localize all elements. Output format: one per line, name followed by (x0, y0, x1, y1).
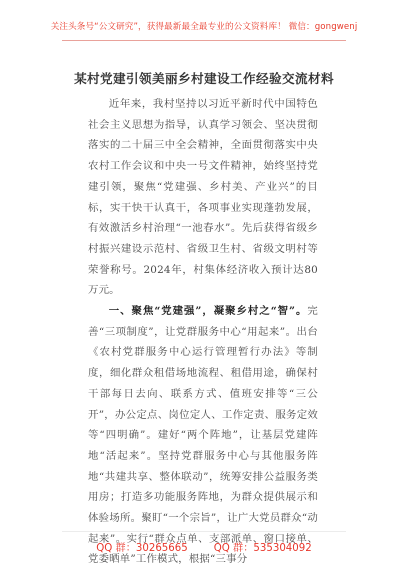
footer-divider (62, 531, 346, 532)
section-1-heading: 一、聚焦“党建强”，凝聚乡村之“智”。 (108, 305, 308, 318)
footer-contacts (0, 539, 408, 554)
qq-group-2: QQ 群：535304092 (213, 543, 312, 554)
header-banner: 关注头条号“公文研究”，获得最新最全最专业的公文资料库！ 微信：gongwenj (50, 22, 358, 32)
section-1-paragraph (88, 301, 318, 570)
document-title: 某村党建引领美丽乡村建设工作经验交流材料 (74, 71, 334, 86)
intro-paragraph: 近年来，我村坚持以习近平新时代中国特色社会主义思想为指导，认真学习领会、坚决贯彻落实的二十届三中全会精神，全面贯彻落实中央农村工作会议和中央一号文件精神，始终坚持党建引领，聚焦“党建强、乡村美、产业兴”的目标，实干快干认真干，各项事业实现蓬勃发展，有效激活乡村治理“一池春水”。先后获得省级乡村振兴建设示范村、省级卫生村、省级文明村等荣誉称号。2024年，村集体经济收入预计达80万元。 (88, 98, 318, 297)
document-body (88, 94, 318, 570)
qq-group-1: QQ 群：30265665 (96, 543, 188, 554)
header-divider (62, 40, 346, 41)
section-1-text: 完善“三项制度”，让党群服务中心“用起来”。出台《农村党群服务中心运行管理暂行办法》等制度，细化群众租借场地流程、租借用途，确保村干部每日去向、联系方式、值班安排等“三公开”，办公定点、岗位定人、工作定责、服务定效等“四明确”。建好“两个阵地”，让基层党建阵地“活起来”。坚持党群服务中心与其他服务阵地“共建共享、整体联动”，统筹安排公益服务类用房；打造多功能服务阵地，为群众提供展示和体验场所。聚盯“一个宗旨”，让广大党员群众“动起来”。实行“群众点单、支部派单、窗口接单、党委晒单”工作模式，根据“三事分 (88, 305, 318, 566)
